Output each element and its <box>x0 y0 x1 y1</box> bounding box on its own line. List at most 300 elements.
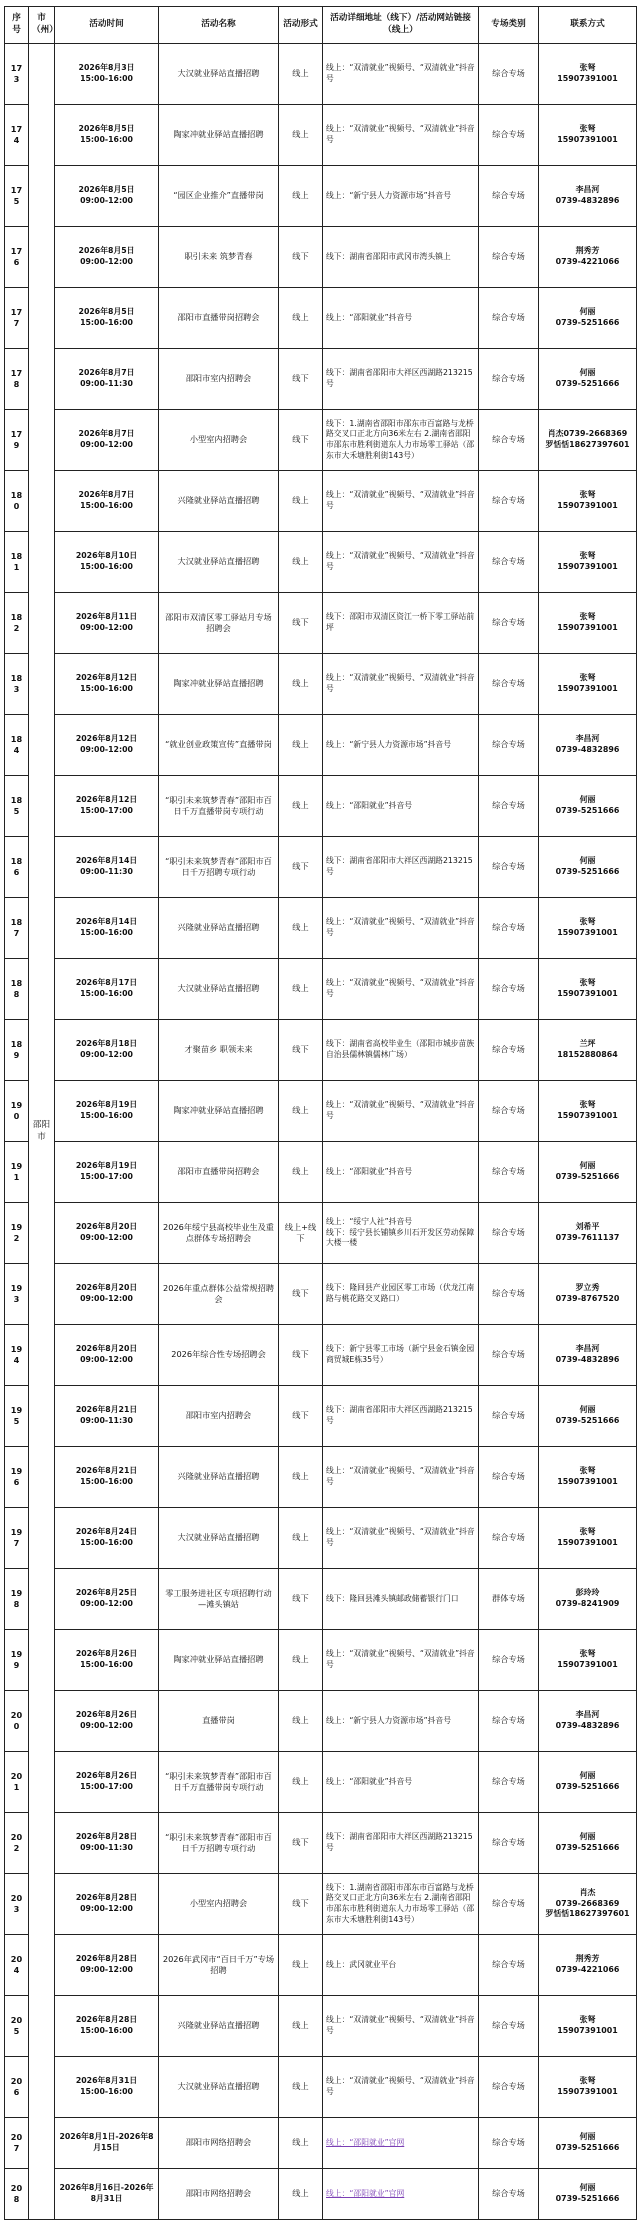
contact-info: 李昌河 0739-4832896 <box>539 715 637 776</box>
activity-category: 综合专场 <box>479 593 539 654</box>
activity-time: 2026年8月10日 15:00-16:00 <box>55 532 159 593</box>
activity-address: 线上：“双清就业”视频号、“双清就业”抖音号 <box>323 1081 479 1142</box>
activity-name: 职引未来 筑梦青春 <box>159 227 279 288</box>
activity-time: 2026年8月26日 15:00-17:00 <box>55 1752 159 1813</box>
table-row <box>5 1508 637 1569</box>
activity-address: 线上：“双清就业”视频号、“双清就业”抖音号 <box>323 898 479 959</box>
activity-category: 综合专场 <box>479 1813 539 1874</box>
activity-name: 大汉就业驿站直播招聘 <box>159 959 279 1020</box>
row-number: 198 <box>5 1569 29 1630</box>
activity-address: 线下：湖南省邵阳市大祥区西湖路213215号 <box>323 837 479 898</box>
table-row <box>5 715 637 776</box>
activity-address: 线上：“新宁县人力资源市场”抖音号 <box>323 715 479 776</box>
column-header: 活动详细地址（线下）/活动网站链接（线上） <box>323 7 479 44</box>
contact-info: 肖杰 0739-2668369 罗恬恬18627397601 <box>539 1874 637 1935</box>
activity-category: 综合专场 <box>479 1081 539 1142</box>
activity-category: 综合专场 <box>479 898 539 959</box>
activity-address: 线上：“双清就业”视频号、“双清就业”抖音号 <box>323 532 479 593</box>
activity-name: 兴隆就业驿站直播招聘 <box>159 1996 279 2057</box>
activity-time: 2026年8月7日 09:00-11:30 <box>55 349 159 410</box>
activity-address: 线下：隆回县产业园区零工市场（伏龙江南路与桃花路交叉路口） <box>323 1264 479 1325</box>
activity-form: 线上 <box>279 1508 323 1569</box>
column-header: 市（州） <box>29 7 55 44</box>
row-number: 175 <box>5 166 29 227</box>
activity-address: 线上：“邵阳就业”抖音号 <box>323 1142 479 1203</box>
activity-category: 综合专场 <box>479 1447 539 1508</box>
activity-category: 综合专场 <box>479 532 539 593</box>
contact-info: 张弩 15907391001 <box>539 1630 637 1691</box>
row-number: 197 <box>5 1508 29 1569</box>
activity-address: 线下：湖南省邵阳市大祥区西湖路213215号 <box>323 1813 479 1874</box>
activity-address: 线上：“双清就业”视频号、“双清就业”抖音号 <box>323 105 479 166</box>
contact-info: 张弩 15907391001 <box>539 532 637 593</box>
table-row <box>5 349 637 410</box>
table-row <box>5 1020 637 1081</box>
column-header: 联系方式 <box>539 7 637 44</box>
contact-info: 罗立秀 0739-8767520 <box>539 1264 637 1325</box>
activity-form: 线上 <box>279 1142 323 1203</box>
table-row <box>5 837 637 898</box>
activity-form: 线上 <box>279 2169 323 2220</box>
activity-link-cell <box>323 2118 479 2169</box>
activity-category: 综合专场 <box>479 2057 539 2118</box>
table-row <box>5 1203 637 1264</box>
activity-name: 邵阳市双清区零工驿站月专场招聘会 <box>159 593 279 654</box>
table-row <box>5 1752 637 1813</box>
row-number: 185 <box>5 776 29 837</box>
activity-time: 2026年8月7日 09:00-12:00 <box>55 410 159 471</box>
activity-form: 线上 <box>279 105 323 166</box>
contact-info: 张弩 15907391001 <box>539 1996 637 2057</box>
activity-category: 综合专场 <box>479 471 539 532</box>
table-row <box>5 288 637 349</box>
row-number: 183 <box>5 654 29 715</box>
contact-info: 肖杰0739-2668369 罗恬恬18627397601 <box>539 410 637 471</box>
table-row <box>5 654 637 715</box>
row-number: 189 <box>5 1020 29 1081</box>
activity-address: 线下：新宁县零工市场（新宁县金石镇金园商贸城E栋35号） <box>323 1325 479 1386</box>
table-row <box>5 776 637 837</box>
activity-form: 线下 <box>279 1874 323 1935</box>
contact-info: 李昌河 0739-4832896 <box>539 166 637 227</box>
column-header: 活动名称 <box>159 7 279 44</box>
contact-info: 何丽 0739-5251666 <box>539 1752 637 1813</box>
activity-name: 邵阳市网络招聘会 <box>159 2169 279 2220</box>
activity-time: 2026年8月21日 15:00-16:00 <box>55 1447 159 1508</box>
row-number: 205 <box>5 1996 29 2057</box>
activity-name: “就业创业政策宣传”直播带岗 <box>159 715 279 776</box>
activity-name: 陶家冲就业驿站直播招聘 <box>159 105 279 166</box>
table-row <box>5 227 637 288</box>
activity-time: 2026年8月31日 15:00-16:00 <box>55 2057 159 2118</box>
activity-category: 综合专场 <box>479 1020 539 1081</box>
activity-category: 综合专场 <box>479 1386 539 1447</box>
activity-time: 2026年8月26日 09:00-12:00 <box>55 1691 159 1752</box>
contact-info: 彭玲玲 0739-8241909 <box>539 1569 637 1630</box>
activity-form: 线上 <box>279 1935 323 1996</box>
activity-form: 线下 <box>279 837 323 898</box>
activity-address: 线上：“新宁县人力资源市场”抖音号 <box>323 166 479 227</box>
column-header: 活动时间 <box>55 7 159 44</box>
row-number: 188 <box>5 959 29 1020</box>
contact-info: 何丽 0739-5251666 <box>539 1813 637 1874</box>
activity-address: 线上：“邵阳就业”抖音号 <box>323 776 479 837</box>
activity-category: 综合专场 <box>479 1264 539 1325</box>
table-row <box>5 1386 637 1447</box>
activity-time: 2026年8月12日 09:00-12:00 <box>55 715 159 776</box>
activity-name: 邵阳市直播带岗招聘会 <box>159 1142 279 1203</box>
activity-name: “园区企业推介”直播带岗 <box>159 166 279 227</box>
activity-time: 2026年8月19日 15:00-16:00 <box>55 1081 159 1142</box>
contact-info: 张弩 15907391001 <box>539 44 637 105</box>
activity-address: 线上：“新宁县人力资源市场”抖音号 <box>323 1691 479 1752</box>
activity-address: 线上：武冈就业平台 <box>323 1935 479 1996</box>
activity-category: 综合专场 <box>479 1935 539 1996</box>
row-number: 191 <box>5 1142 29 1203</box>
activity-form: 线上+线下 <box>279 1203 323 1264</box>
activity-category: 综合专场 <box>479 1691 539 1752</box>
activity-name: 陶家冲就业驿站直播招聘 <box>159 1081 279 1142</box>
table-row <box>5 1935 637 1996</box>
activity-form: 线下 <box>279 1386 323 1447</box>
activity-category: 综合专场 <box>479 1630 539 1691</box>
activity-name: 小型室内招聘会 <box>159 410 279 471</box>
activity-time: 2026年8月7日 15:00-16:00 <box>55 471 159 532</box>
contact-info: 何丽 0739-5251666 <box>539 1142 637 1203</box>
activity-form: 线下 <box>279 1020 323 1081</box>
row-number: 180 <box>5 471 29 532</box>
activity-category: 综合专场 <box>479 837 539 898</box>
row-number: 173 <box>5 44 29 105</box>
contact-info: 张弩 15907391001 <box>539 593 637 654</box>
activity-category: 综合专场 <box>479 1325 539 1386</box>
table-row <box>5 1630 637 1691</box>
activity-name: 2026年重点群体公益常规招聘会 <box>159 1264 279 1325</box>
row-number: 187 <box>5 898 29 959</box>
activity-name: “职引未来筑梦青春”邵阳市百日千万直播带岗专项行动 <box>159 1752 279 1813</box>
row-number: 184 <box>5 715 29 776</box>
activity-category: 综合专场 <box>479 1508 539 1569</box>
table-row <box>5 1874 637 1935</box>
contact-info: 张弩 15907391001 <box>539 105 637 166</box>
table-row <box>5 898 637 959</box>
activity-category: 综合专场 <box>479 2169 539 2220</box>
activity-address: 线上：“双清就业”视频号、“双清就业”抖音号 <box>323 1996 479 2057</box>
contact-info: 李昌河 0739-4832896 <box>539 1325 637 1386</box>
contact-info: 刘希平 0739-7611137 <box>539 1203 637 1264</box>
activity-category: 综合专场 <box>479 776 539 837</box>
activity-name: 直播带岗 <box>159 1691 279 1752</box>
activity-address: 线上：“双清就业”视频号、“双清就业”抖音号 <box>323 1508 479 1569</box>
activity-name: 2026年绥宁县高校毕业生及重点群体专场招聘会 <box>159 1203 279 1264</box>
city-cell: 邵阳市 <box>29 44 55 2220</box>
activity-category: 综合专场 <box>479 959 539 1020</box>
table-row <box>5 1569 637 1630</box>
activity-category: 综合专场 <box>479 1142 539 1203</box>
activity-category: 综合专场 <box>479 1874 539 1935</box>
table-row <box>5 532 637 593</box>
row-number: 186 <box>5 837 29 898</box>
activity-address: 线上：“双清就业”视频号、“双清就业”抖音号 <box>323 471 479 532</box>
table-header-row <box>5 7 637 44</box>
activity-category: 综合专场 <box>479 1752 539 1813</box>
column-header: 专场类别 <box>479 7 539 44</box>
contact-info: 张弩 15907391001 <box>539 1508 637 1569</box>
activity-form: 线上 <box>279 959 323 1020</box>
activity-name: 陶家冲就业驿站直播招聘 <box>159 1630 279 1691</box>
table-row <box>5 1691 637 1752</box>
activity-form: 线上 <box>279 1691 323 1752</box>
row-number: 207 <box>5 2118 29 2169</box>
row-number: 182 <box>5 593 29 654</box>
activity-category: 综合专场 <box>479 654 539 715</box>
contact-info: 张弩 15907391001 <box>539 898 637 959</box>
activity-name: 2026年武冈市“百日千万”专场招聘 <box>159 1935 279 1996</box>
row-number: 178 <box>5 349 29 410</box>
contact-info: 何丽 0739-5251666 <box>539 2169 637 2220</box>
activity-category: 综合专场 <box>479 410 539 471</box>
contact-info: 何丽 0739-5251666 <box>539 349 637 410</box>
row-number: 202 <box>5 1813 29 1874</box>
activity-name: 小型室内招聘会 <box>159 1874 279 1935</box>
activity-form: 线下 <box>279 349 323 410</box>
table-row <box>5 1996 637 2057</box>
activity-address: 线下：邵阳市双清区资江一桥下零工驿站前坪 <box>323 593 479 654</box>
activity-link[interactable]: 线上：“邵阳就业”官网 <box>326 2188 405 2198</box>
contact-info: 张弩 15907391001 <box>539 2057 637 2118</box>
table-row <box>5 44 637 105</box>
contact-info: 兰坪 18152880864 <box>539 1020 637 1081</box>
activity-time: 2026年8月25日 09:00-12:00 <box>55 1569 159 1630</box>
activity-address: 线下：1.湖南省邵阳市邵东市百富路与龙桥路交叉口正北方向36米左右 2.湖南省邵阳市邵东市胜利街道东人力市场零工驿站（邵东市大禾塘胜利街143号） <box>323 1874 479 1935</box>
activity-time: 2026年8月20日 09:00-12:00 <box>55 1325 159 1386</box>
row-number: 181 <box>5 532 29 593</box>
table-row <box>5 410 637 471</box>
activity-time: 2026年8月12日 15:00-16:00 <box>55 654 159 715</box>
activity-form: 线上 <box>279 776 323 837</box>
table-row <box>5 2118 637 2169</box>
activity-form: 线下 <box>279 593 323 654</box>
activity-category: 综合专场 <box>479 349 539 410</box>
activity-address: 线下：湖南省邵阳市大祥区西湖路213215号 <box>323 1386 479 1447</box>
table-row <box>5 2057 637 2118</box>
activity-time: 2026年8月5日 09:00-12:00 <box>55 166 159 227</box>
activity-form: 线下 <box>279 1569 323 1630</box>
activity-name: 大汉就业驿站直播招聘 <box>159 1508 279 1569</box>
row-number: 208 <box>5 2169 29 2220</box>
activity-time: 2026年8月14日 15:00-16:00 <box>55 898 159 959</box>
table-row <box>5 471 637 532</box>
activity-name: 兴隆就业驿站直播招聘 <box>159 1447 279 1508</box>
activity-link-cell <box>323 2169 479 2220</box>
activity-time: 2026年8月3日 15:00-16:00 <box>55 44 159 105</box>
activity-name: 邵阳市室内招聘会 <box>159 1386 279 1447</box>
activity-time: 2026年8月1日-2026年8月15日 <box>55 2118 159 2169</box>
activity-time: 2026年8月24日 15:00-16:00 <box>55 1508 159 1569</box>
activity-name: 零工服务进社区专项招聘行动—滩头镇站 <box>159 1569 279 1630</box>
activity-time: 2026年8月21日 09:00-11:30 <box>55 1386 159 1447</box>
activity-name: 邵阳市室内招聘会 <box>159 349 279 410</box>
activity-name: 大汉就业驿站直播招聘 <box>159 532 279 593</box>
activity-time: 2026年8月18日 09:00-12:00 <box>55 1020 159 1081</box>
recruitment-schedule-table <box>4 6 637 2220</box>
activity-address: 线上：“双清就业”视频号、“双清就业”抖音号 <box>323 44 479 105</box>
row-number: 194 <box>5 1325 29 1386</box>
activity-name: 陶家冲就业驿站直播招聘 <box>159 654 279 715</box>
contact-info: 张弩 15907391001 <box>539 654 637 715</box>
contact-info: 张弩 15907391001 <box>539 1447 637 1508</box>
contact-info: 何丽 0739-5251666 <box>539 837 637 898</box>
activity-category: 综合专场 <box>479 166 539 227</box>
activity-address: 线下：1.湖南省邵阳市邵东市百富路与龙桥路交叉口正北方向36米左右 2.湖南省邵阳市邵东市胜利街道东人力市场零工驿站（邵东市大禾塘胜利街143号） <box>323 410 479 471</box>
table-body <box>5 44 637 2220</box>
row-number: 179 <box>5 410 29 471</box>
activity-link[interactable]: 线上：“邵阳就业”官网 <box>326 2137 405 2147</box>
activity-time: 2026年8月28日 09:00-12:00 <box>55 1874 159 1935</box>
activity-address: 线上：“绥宁人社”抖音号 线下：绥宁县长铺镇乡川石开发区劳动保障大楼一楼 <box>323 1203 479 1264</box>
row-number: 176 <box>5 227 29 288</box>
activity-time: 2026年8月5日 15:00-16:00 <box>55 105 159 166</box>
activity-category: 群体专场 <box>479 1569 539 1630</box>
contact-info: 何丽 0739-5251666 <box>539 2118 637 2169</box>
activity-time: 2026年8月16日-2026年8月31日 <box>55 2169 159 2220</box>
activity-time: 2026年8月20日 09:00-12:00 <box>55 1264 159 1325</box>
activity-form: 线上 <box>279 288 323 349</box>
table-row <box>5 1447 637 1508</box>
activity-form: 线上 <box>279 2057 323 2118</box>
table-row <box>5 1142 637 1203</box>
activity-name: “职引未来筑梦青春”邵阳市百日千万招聘专项行动 <box>159 1813 279 1874</box>
contact-info: 何丽 0739-5251666 <box>539 776 637 837</box>
activity-form: 线上 <box>279 1447 323 1508</box>
table-row <box>5 166 637 227</box>
activity-form: 线上 <box>279 1752 323 1813</box>
activity-address: 线上：“双清就业”视频号、“双清就业”抖音号 <box>323 2057 479 2118</box>
activity-form: 线上 <box>279 44 323 105</box>
activity-form: 线下 <box>279 227 323 288</box>
table-row <box>5 1081 637 1142</box>
activity-form: 线上 <box>279 654 323 715</box>
row-number: 174 <box>5 105 29 166</box>
row-number: 190 <box>5 1081 29 1142</box>
activity-category: 综合专场 <box>479 1203 539 1264</box>
contact-info: 张弩 15907391001 <box>539 1081 637 1142</box>
activity-address: 线上：“双清就业”视频号、“双清就业”抖音号 <box>323 1630 479 1691</box>
row-number: 204 <box>5 1935 29 1996</box>
activity-name: 邵阳市直播带岗招聘会 <box>159 288 279 349</box>
activity-category: 综合专场 <box>479 288 539 349</box>
activity-address: 线下：湖南省邵阳市大祥区西湖路213215号 <box>323 349 479 410</box>
contact-info: 张弩 15907391001 <box>539 471 637 532</box>
activity-time: 2026年8月19日 15:00-17:00 <box>55 1142 159 1203</box>
activity-address: 线上：“双清就业”视频号、“双清就业”抖音号 <box>323 1447 479 1508</box>
activity-address: 线下：湖南省高校毕业生（邵阳市城步苗族自治县儒林镇儒林广场） <box>323 1020 479 1081</box>
activity-category: 综合专场 <box>479 2118 539 2169</box>
activity-name: “职引未来筑梦青春”邵阳市百日千万直播带岗专项行动 <box>159 776 279 837</box>
activity-time: 2026年8月28日 15:00-16:00 <box>55 1996 159 2057</box>
activity-form: 线上 <box>279 2118 323 2169</box>
activity-time: 2026年8月5日 15:00-16:00 <box>55 288 159 349</box>
activity-time: 2026年8月28日 09:00-12:00 <box>55 1935 159 1996</box>
contact-info: 何丽 0739-5251666 <box>539 288 637 349</box>
row-number: 201 <box>5 1752 29 1813</box>
activity-category: 综合专场 <box>479 44 539 105</box>
activity-category: 综合专场 <box>479 105 539 166</box>
table-row <box>5 959 637 1020</box>
activity-name: 才聚苗乡 职领未来 <box>159 1020 279 1081</box>
row-number: 193 <box>5 1264 29 1325</box>
activity-name: “职引未来筑梦青春”邵阳市百日千万招聘专项行动 <box>159 837 279 898</box>
row-number: 199 <box>5 1630 29 1691</box>
activity-form: 线上 <box>279 166 323 227</box>
activity-address: 线下：隆回县滩头镇邮政储蓄银行门口 <box>323 1569 479 1630</box>
row-number: 196 <box>5 1447 29 1508</box>
activity-time: 2026年8月17日 15:00-16:00 <box>55 959 159 1020</box>
activity-name: 大汉就业驿站直播招聘 <box>159 44 279 105</box>
row-number: 200 <box>5 1691 29 1752</box>
activity-address: 线下：湖南省邵阳市武冈市湾头镇上 <box>323 227 479 288</box>
activity-time: 2026年8月26日 15:00-16:00 <box>55 1630 159 1691</box>
activity-time: 2026年8月11日 09:00-12:00 <box>55 593 159 654</box>
activity-form: 线下 <box>279 1813 323 1874</box>
row-number: 177 <box>5 288 29 349</box>
activity-form: 线下 <box>279 410 323 471</box>
column-header: 活动形式 <box>279 7 323 44</box>
activity-name: 兴隆就业驿站直播招聘 <box>159 471 279 532</box>
row-number: 203 <box>5 1874 29 1935</box>
activity-form: 线下 <box>279 1325 323 1386</box>
contact-info: 张弩 15907391001 <box>539 959 637 1020</box>
activity-address: 线上：“双清就业”视频号、“双清就业”抖音号 <box>323 959 479 1020</box>
activity-name: 兴隆就业驿站直播招聘 <box>159 898 279 959</box>
activity-form: 线上 <box>279 1081 323 1142</box>
activity-form: 线上 <box>279 715 323 776</box>
table-row <box>5 2169 637 2220</box>
activity-address: 线上：“邵阳就业”抖音号 <box>323 288 479 349</box>
table-row <box>5 105 637 166</box>
activity-category: 综合专场 <box>479 1996 539 2057</box>
table-row <box>5 1325 637 1386</box>
contact-info: 何丽 0739-5251666 <box>539 1386 637 1447</box>
activity-form: 线上 <box>279 471 323 532</box>
activity-form: 线上 <box>279 1630 323 1691</box>
contact-info: 荆秀芳 0739-4221066 <box>539 227 637 288</box>
activity-name: 大汉就业驿站直播招聘 <box>159 2057 279 2118</box>
activity-form: 线上 <box>279 1996 323 2057</box>
activity-address: 线上：“邵阳就业”抖音号 <box>323 1752 479 1813</box>
row-number: 192 <box>5 1203 29 1264</box>
activity-time: 2026年8月20日 09:00-12:00 <box>55 1203 159 1264</box>
activity-address: 线上：“双清就业”视频号、“双清就业”抖音号 <box>323 654 479 715</box>
activity-time: 2026年8月12日 15:00-17:00 <box>55 776 159 837</box>
row-number: 195 <box>5 1386 29 1447</box>
activity-category: 综合专场 <box>479 715 539 776</box>
activity-name: 邵阳市网络招聘会 <box>159 2118 279 2169</box>
activity-form: 线下 <box>279 1264 323 1325</box>
activity-form: 线上 <box>279 532 323 593</box>
activity-name: 2026年综合性专场招聘会 <box>159 1325 279 1386</box>
table-row <box>5 593 637 654</box>
row-number: 206 <box>5 2057 29 2118</box>
activity-form: 线上 <box>279 898 323 959</box>
activity-time: 2026年8月5日 09:00-12:00 <box>55 227 159 288</box>
column-header: 序号 <box>5 7 29 44</box>
activity-time: 2026年8月14日 09:00-11:30 <box>55 837 159 898</box>
contact-info: 荆秀芳 0739-4221066 <box>539 1935 637 1996</box>
activity-category: 综合专场 <box>479 227 539 288</box>
table-row <box>5 1264 637 1325</box>
activity-time: 2026年8月28日 09:00-11:30 <box>55 1813 159 1874</box>
